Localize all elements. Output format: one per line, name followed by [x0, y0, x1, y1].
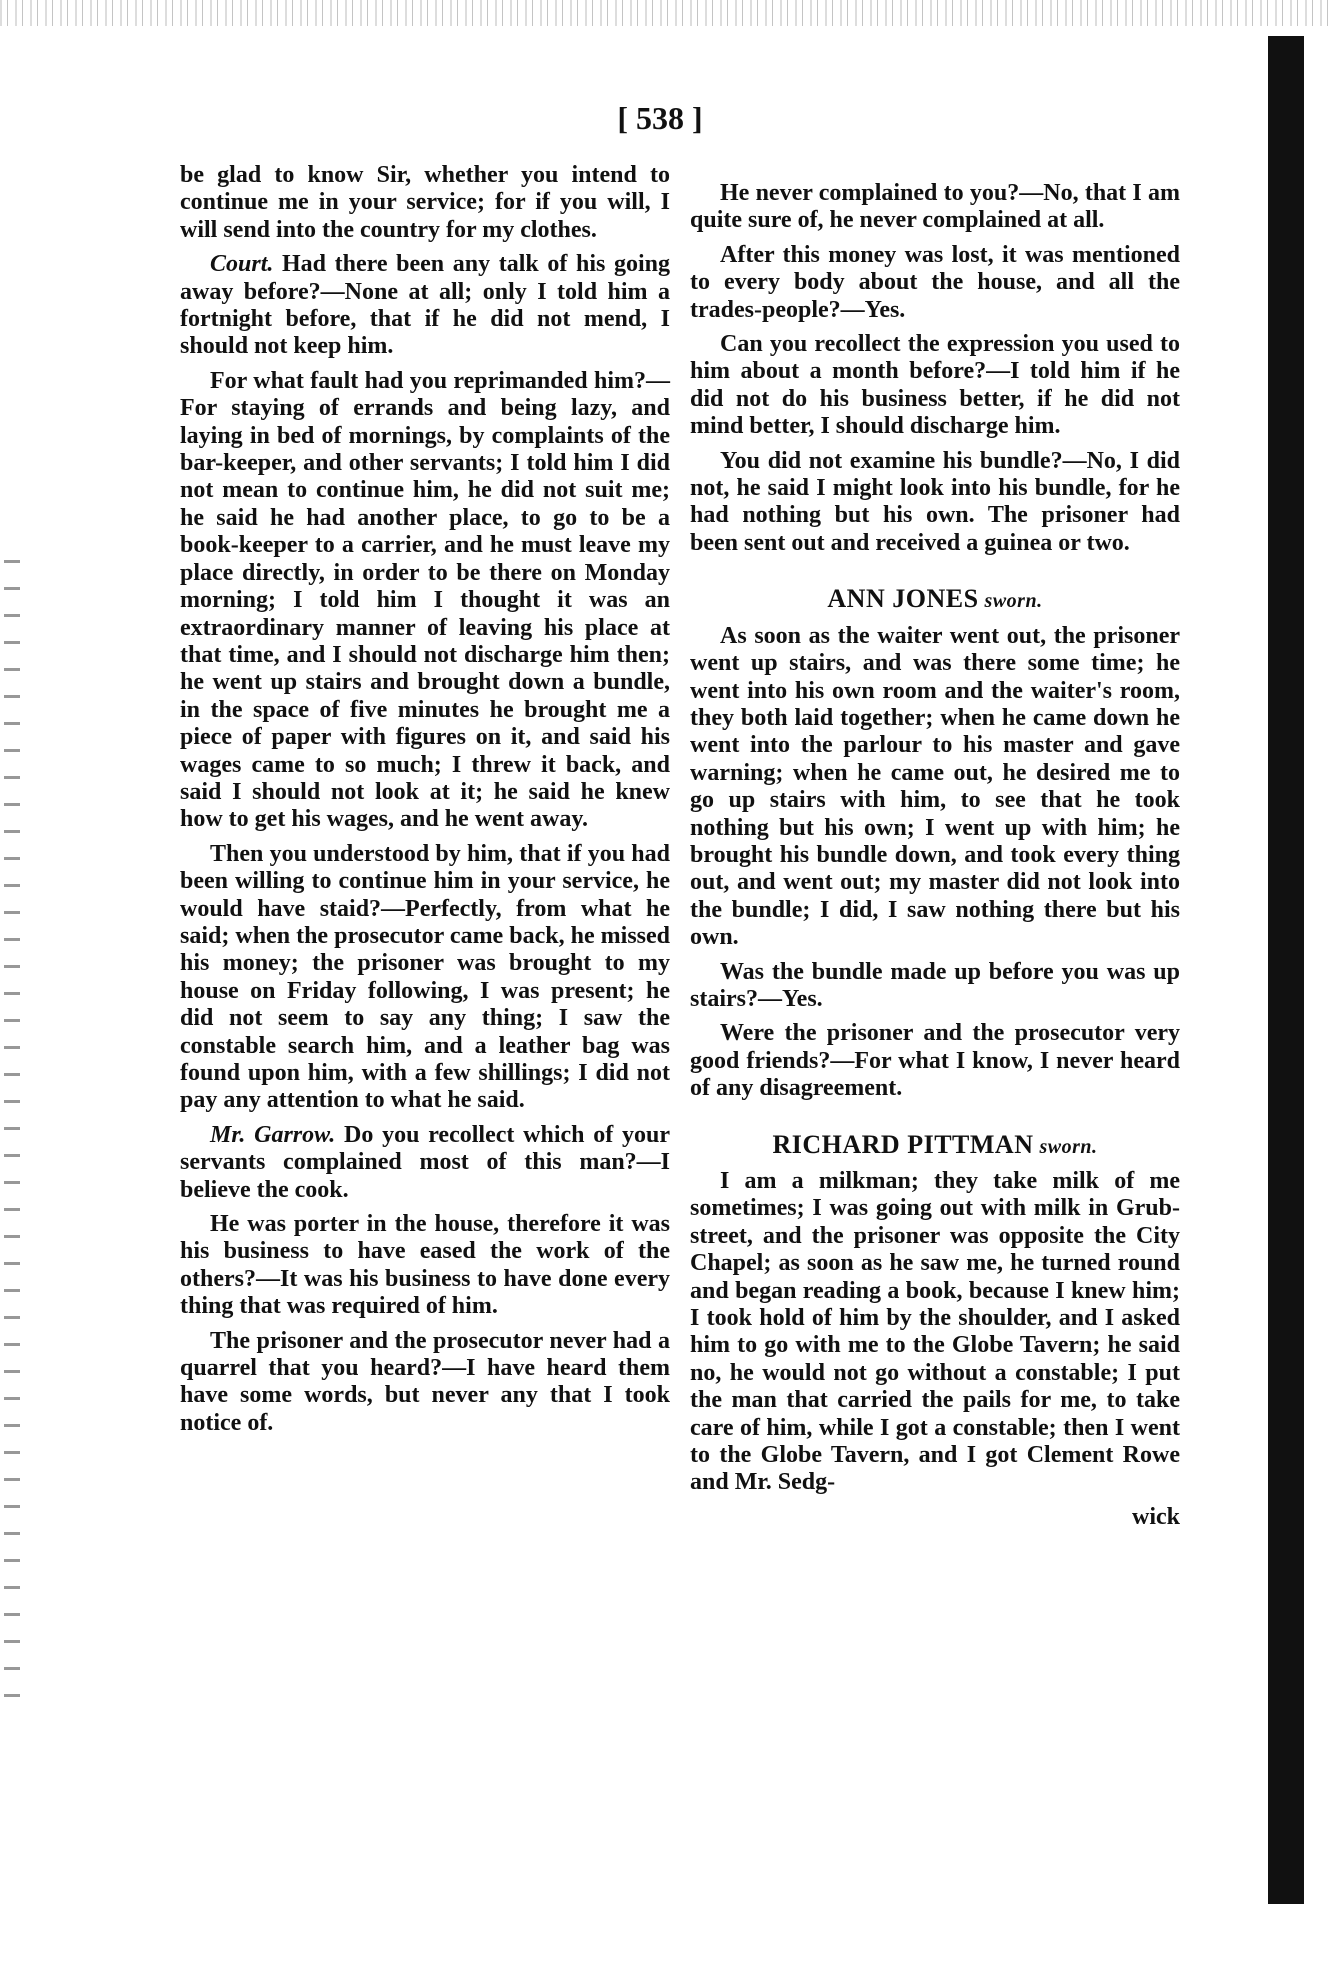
- witness-heading: RICHARD PITTMAN sworn.: [772, 1129, 1098, 1159]
- paragraph: I am a milkman; they take milk of me sometimes; I was going out with milk in Grub-street, and the prisoner was opposite the City Chapel; as soon as he saw me, he turned round and began reading a book, because I knew him; I took hold of him by the shoulder, and I asked him to go with me to the Globe Tavern; he said no, he would not go without a constable; I put the man that carried the pails for me, to take care of him, while I got a constable; then I went to the Globe Tavern, and I got Clement Rowe and Mr. Sedg-: [690, 1168, 1180, 1496]
- paragraph: You did not examine his bundle?—No, I did not, he said I might look into his bundle, for he had nothing but his own. The prisoner had been sent out and received a guinea or two.: [690, 447, 1180, 556]
- page-number: [ 538 ]: [617, 100, 703, 136]
- scan-left-specks: [4, 560, 20, 1720]
- paragraph: After this money was lost, it was mentioned to every body about the house, and all the trades-people?—Yes.: [690, 241, 1180, 323]
- paragraph: As soon as the waiter went out, the prisoner went up stairs, and was there some time; he went into his own room and the waiter's room, they both laid together; when he came down he went into the parlour to his master and gave warning; when he came out, he desired me to go up stairs with him, to see that he took nothing but his own; I went up with him; he brought his bundle down, and took every thing out, and went out; my master did not look into the bundle; I did, I saw nothing there but his own.: [690, 622, 1180, 951]
- paragraph: Can you recollect the expression you used to him about a month before?—I told him if he did not do his business better, if he did not mind better, I should discharge him.: [690, 331, 1180, 440]
- witness-heading: ANN JONES sworn.: [827, 584, 1043, 614]
- paragraph: For what fault had you reprimanded him?—For staying of errands and being lazy, and laying in bed of mornings, by complaints of the bar-keeper, and other servants; I told him I did not mean to continue him, he did not suit me; he said he had another place, to go to be a book-keeper to a carrier, and he must leave my place directly, in order to be there on Monday morning; I told him I thought it was an extraordinary manner of leaving his place at that time, and I should not discharge him then; he went up stairs and brought down a bundle, in the space of five minutes he brought me a piece of paper with figures on it, and said his wages came to so much; I threw it back, and said I should not look at it; he said he knew how to get his wages, and he went away.: [180, 367, 670, 833]
- paragraph: He was porter in the house, therefore it was his business to have eased the work of the others?—It was his business to have done every thing that was required of him.: [180, 1211, 670, 1320]
- paragraph: Mr. Garrow. Do you recollect which of your servants complained most of this man?—I believe the cook.: [180, 1121, 670, 1203]
- paragraph: Then you understood by him, that if you had been willing to continue him in your service, he would have staid?—Perfectly, from what he said; when the prosecutor came back, he missed his money; the prisoner was brought to my house on Friday following, I was present; he did not seem to say any thing; I saw the constable search him, and a leather bag was found upon him, with a few shillings; I did not pay any attention to what he said.: [180, 840, 670, 1114]
- right-column: [690, 180, 1180, 1538]
- catchword: wick: [1132, 1503, 1180, 1530]
- left-column: [180, 162, 670, 1444]
- paragraph: be glad to know Sir, whether you intend to continue me in your service; for if you will, I will send into the country for my clothes.: [180, 162, 670, 243]
- paragraph: The prisoner and the prosecutor never had a quarrel that you heard?—I have heard them have some words, but never any that I took notice of.: [180, 1327, 670, 1436]
- paragraph: Were the prisoner and the prosecutor very good friends?—For what I know, I never heard of any disagreement.: [690, 1020, 1180, 1102]
- paragraph: Was the bundle made up before you was up stairs?—Yes.: [690, 958, 1180, 1012]
- speaker-label: Mr. Garrow.: [210, 1121, 336, 1148]
- speaker-label: Court.: [210, 251, 274, 278]
- paragraph: Court. Had there been any talk of his going away before?—None at all; only I told him a fortnight before, that if he did not mend, I should not keep him.: [180, 251, 671, 360]
- scan-binding-shadow: [1268, 36, 1304, 1904]
- scan-top-edge: [0, 0, 1333, 26]
- paragraph: He never complained to you?—No, that I am quite sure of, he never complained at all.: [690, 180, 1180, 234]
